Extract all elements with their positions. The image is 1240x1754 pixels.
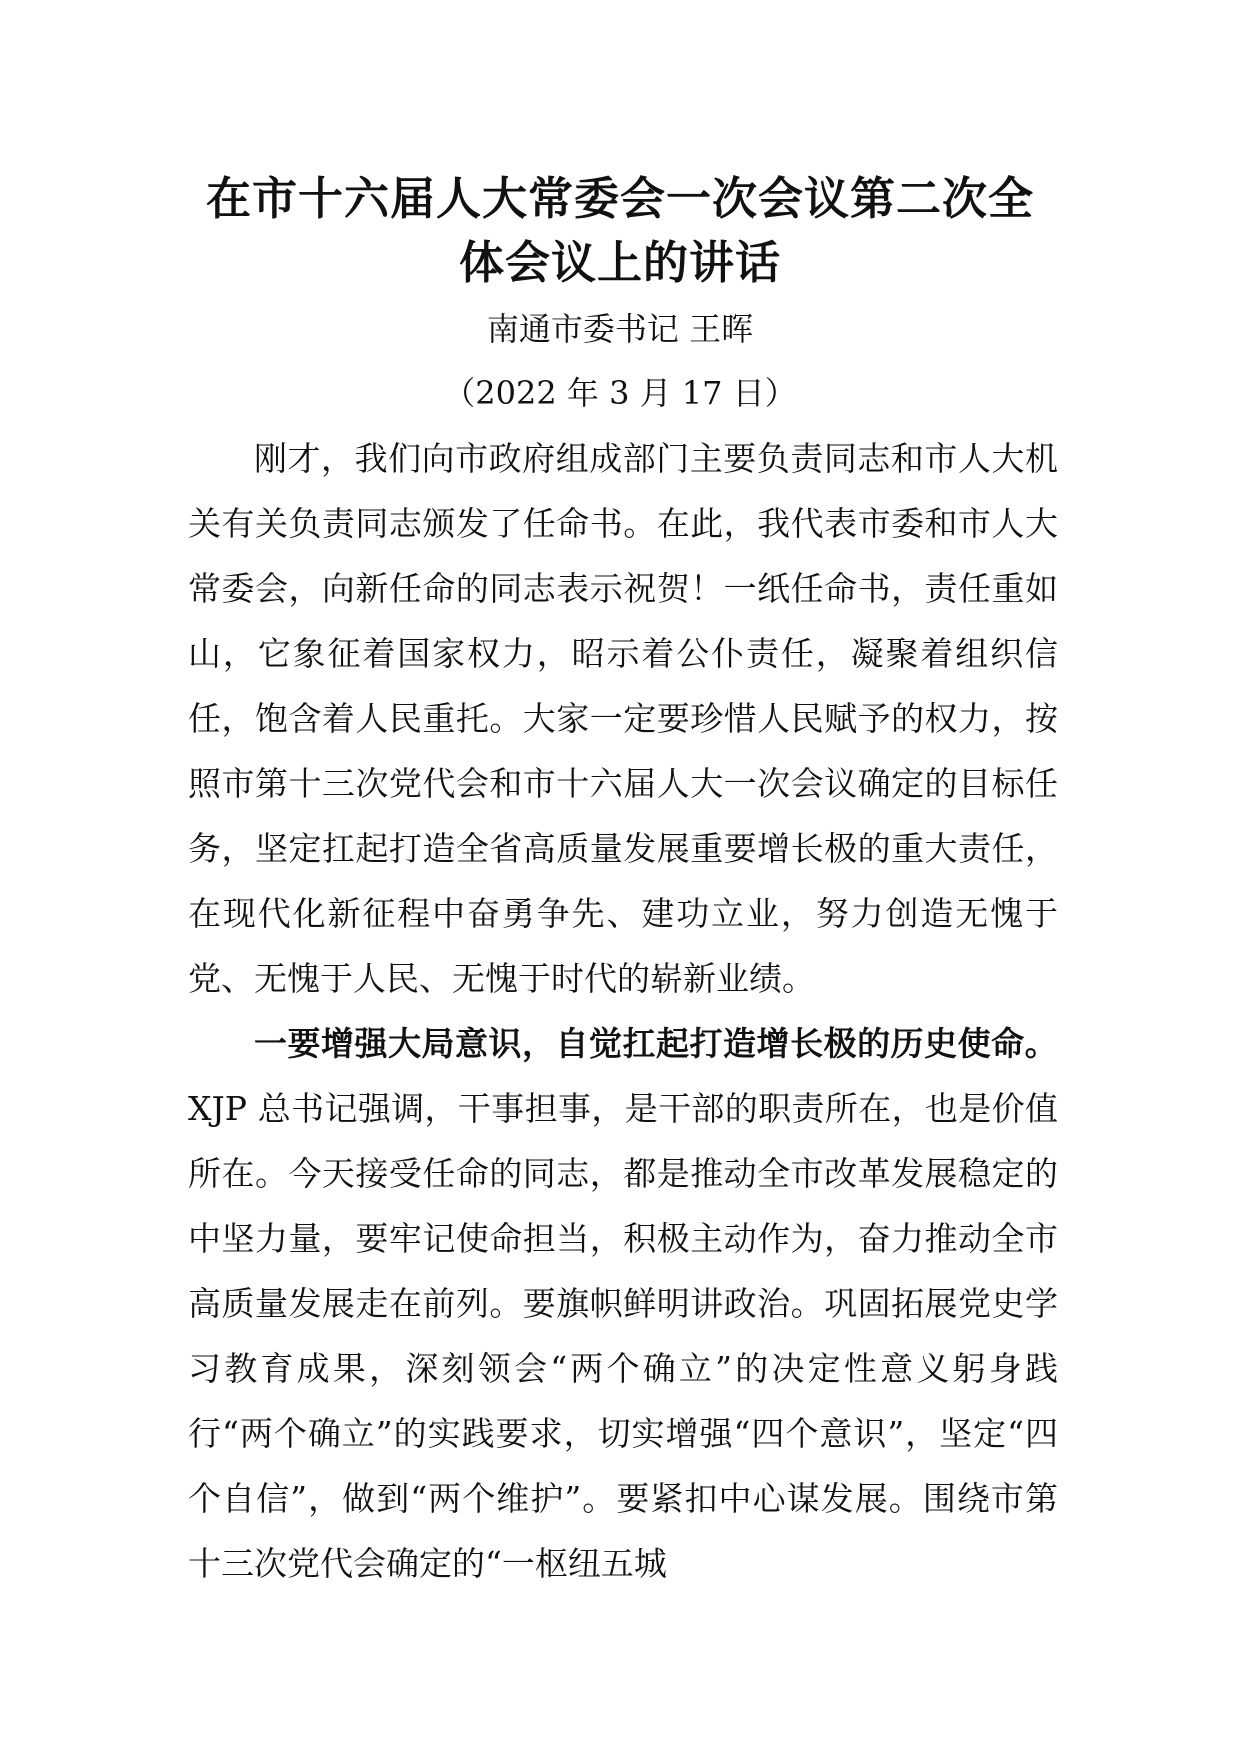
paragraph-2 xyxy=(188,1011,1058,1596)
document-title-line-2: 体会议上的讲话 xyxy=(458,236,781,289)
paragraph-2-body: XJP 总书记强调，干事担事，是干部的职责所在，也是价值所在。今天接受任命的同志，都是推动全市改革发展稳定的中坚力量，要牢记使命担当，积极主动作为，奋力推动全市高质量发展走在前列。要旗帜鲜明讲政治。巩固拓展党史学习教育成果，深刻领会“两个确立”的决定性意义躬身践行“两个确立”的实践要求，切实增强“四个意识”，坚定“四个自信”，做到“两个维护”。要紧扣中心谋发展。围绕市第十三次党代会确定的“一枢纽五城 xyxy=(188,1089,1058,1583)
document-title-line-1: 在市十六届人大常委会一次会议第二次全 xyxy=(205,172,1034,225)
paragraph-1: 刚才，我们向市政府组成部门主要负责同志和市人大机关有关负责同志颁发了任命书。在此，我代表市委和市人大常委会，向新任命的同志表示祝贺！一纸任命书，责任重如山，它象征着国家权力，昭示着公仆责任，凝聚着组织信任，饱含着人民重托。大家一定要珍惜人民赋予的权力，按照市第十三次党代会和市十六届人大一次会议确定的目标任务，坚定扛起打造全省高质量发展重要增长极的重大责任，在现代化新征程中奋勇争先、建功立业，努力创造无愧于党、无愧于人民、无愧于时代的崭新业绩。 xyxy=(188,439,1058,998)
paragraph-2-lead-heading: 一要增强大局意识，自觉扛起打造增长极的历史使命。 xyxy=(254,1024,1058,1063)
author-line: 南通市委书记 王晖 xyxy=(486,310,754,348)
date-line: （2022 年 3 月 17 日） xyxy=(443,374,797,412)
